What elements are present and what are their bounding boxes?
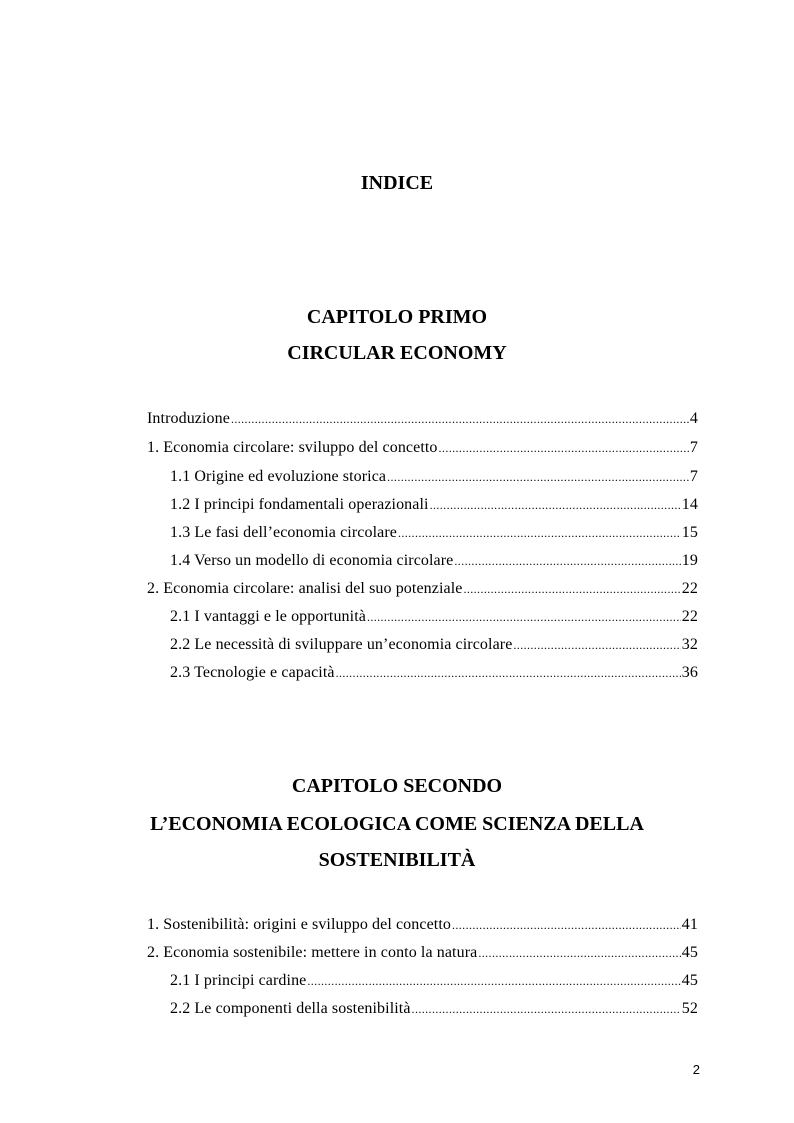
chapter1-title: CIRCULAR ECONOMY [287, 342, 507, 364]
toc-leader [454, 550, 680, 572]
toc-entry-label: 2.2 Le necessità di sviluppare un’economia circolare [170, 636, 513, 653]
toc-leader [387, 466, 689, 488]
toc-entry-page: 7 [689, 439, 698, 456]
toc-entry[interactable] [147, 578, 698, 600]
toc-entry-label: 2.1 I principi cardine [170, 972, 307, 989]
toc-entry-page: 32 [681, 636, 698, 653]
toc-leader [463, 578, 680, 600]
toc-entry-label: 1.1 Origine ed evoluzione storica [170, 468, 387, 485]
toc-leader [336, 662, 681, 684]
toc-leader [231, 408, 689, 430]
toc-entry[interactable] [170, 998, 698, 1020]
toc-entry[interactable] [170, 970, 698, 992]
toc-entry[interactable] [170, 606, 698, 628]
toc-entry-page: 7 [689, 468, 698, 485]
toc-entry-label: 1. Sostenibilità: origini e sviluppo del concetto [147, 916, 451, 933]
toc-leader [430, 494, 681, 516]
toc-entry-label: 1.3 Le fasi dell’economia circolare [170, 524, 397, 541]
toc-entry-page: 15 [681, 524, 698, 541]
toc-entry[interactable] [170, 634, 698, 656]
toc-leader [478, 942, 680, 964]
toc-entry-page: 36 [681, 664, 698, 681]
toc-leader [412, 998, 681, 1020]
chapter2-number: CAPITOLO SECONDO [291, 775, 503, 797]
page-number: 2 [692, 1062, 700, 1077]
toc-entry[interactable] [147, 914, 698, 936]
toc-entry-label: 1.2 I principi fondamentali operazionali [170, 496, 429, 513]
toc-entry-page: 22 [681, 580, 698, 597]
toc-entry[interactable] [147, 942, 698, 964]
chapter2-title-line2: SOSTENIBILITÀ [318, 849, 476, 871]
chapter2-title-line1: L’ECONOMIA ECOLOGICA COME SCIENZA DELLA [150, 813, 644, 835]
toc-leader [513, 634, 680, 656]
toc-leader [398, 522, 681, 544]
toc-entry-page: 4 [689, 410, 698, 427]
toc-entry-page: 45 [681, 972, 698, 989]
toc-entry-label: 2.3 Tecnologie e capacità [170, 664, 335, 681]
toc-entry-label: 2.2 Le componenti della sostenibilità [170, 1000, 411, 1017]
toc-entry-page: 14 [681, 496, 698, 513]
toc-entry-page: 52 [681, 1000, 698, 1017]
toc-entry[interactable] [170, 522, 698, 544]
toc-entry-label: 2. Economia sostenibile: mettere in conto la natura [147, 944, 478, 961]
toc-leader [439, 437, 689, 459]
toc-entry[interactable] [147, 408, 698, 430]
toc-entry[interactable] [170, 550, 698, 572]
toc-entry-label: 1. Economia circolare: sviluppo del concetto [147, 439, 438, 456]
index-title: INDICE [360, 172, 434, 194]
toc-leader [367, 606, 681, 628]
toc-entry[interactable] [170, 466, 698, 488]
chapter1-number: CAPITOLO PRIMO [306, 306, 488, 328]
toc-leader [452, 914, 681, 936]
toc-entry-label: 1.4 Verso un modello di economia circolare [170, 552, 454, 569]
toc-entry[interactable] [170, 662, 698, 684]
toc-entry-page: 19 [681, 552, 698, 569]
toc-entry-page: 22 [681, 608, 698, 625]
toc-entry-page: 45 [681, 944, 698, 961]
toc-entry-label: 2.1 I vantaggi e le opportunità [170, 608, 366, 625]
toc-entry[interactable] [147, 437, 698, 459]
toc-entry-label: Introduzione [147, 410, 230, 427]
toc-entry[interactable] [170, 494, 698, 516]
toc-entry-label: 2. Economia circolare: analisi del suo potenziale [147, 580, 463, 597]
toc-leader [307, 970, 680, 992]
toc-entry-page: 41 [681, 916, 698, 933]
